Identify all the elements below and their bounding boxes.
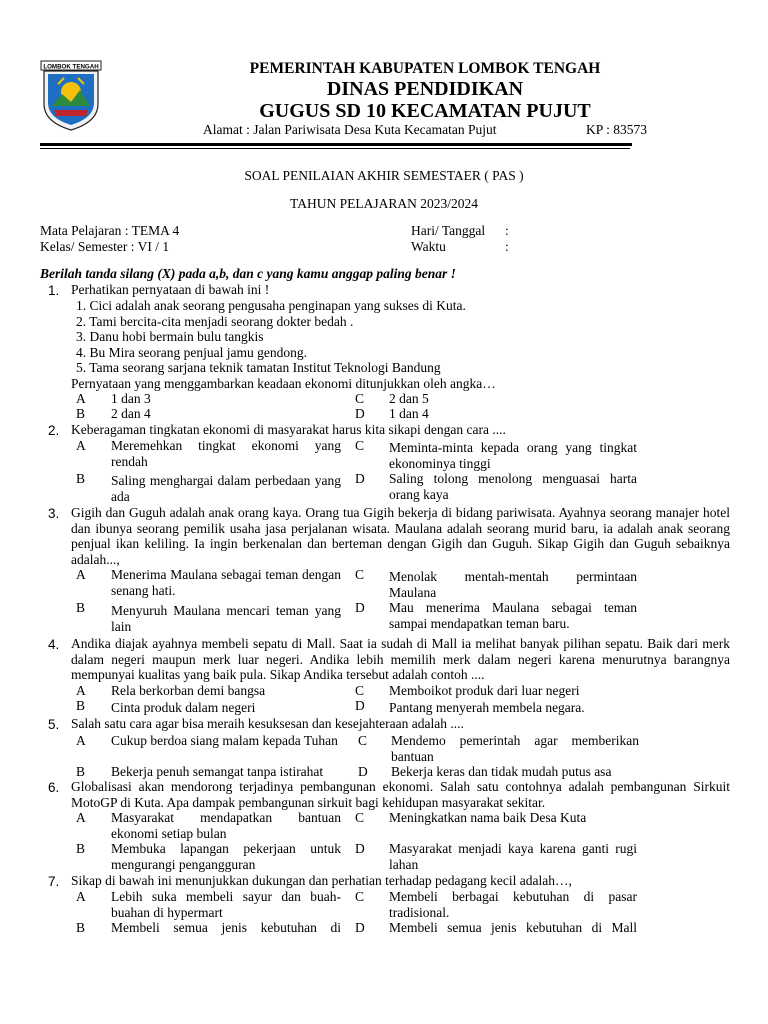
option-label-c[interactable]: C — [358, 733, 368, 748]
option-label-b[interactable]: B — [76, 698, 86, 713]
option-label-d[interactable]: D — [355, 600, 365, 615]
option-label-b[interactable]: B — [76, 471, 86, 486]
option-label-c[interactable]: C — [355, 683, 365, 698]
question-number: 4. — [48, 637, 60, 652]
day-date-colon: : — [505, 223, 509, 238]
subject-label: Mata Pelajaran : TEMA 4 — [40, 223, 180, 238]
time-label: Waktu — [411, 239, 446, 254]
option-label-d[interactable]: D — [355, 406, 365, 421]
option-a-text[interactable]: Cukup berdoa siang malam kepada Tuhan — [111, 733, 338, 748]
option-c-text[interactable]: Memboikot produk dari luar negeri — [389, 683, 580, 698]
class-label: Kelas/ Semester : VI / 1 — [40, 239, 170, 254]
question-prompt: Pernyataan yang menggambarkan keadaan ekonomi ditunjukkan oleh angka… — [71, 376, 496, 391]
instruction: Berilah tanda silang (X) pada a,b, dan c yang kamu anggap paling benar ! — [40, 266, 456, 281]
option-a-text[interactable]: Menerima Maulana sebagai teman dengan senang hati. — [111, 567, 341, 598]
option-label-a[interactable]: A — [76, 733, 86, 748]
question-number: 7. — [48, 874, 60, 889]
question-number: 1. — [48, 283, 60, 298]
option-label-d[interactable]: D — [355, 471, 365, 486]
question-text: Perhatikan pernyataan di bawah ini ! — [71, 282, 270, 297]
option-label-c[interactable]: C — [355, 889, 365, 904]
option-b-text[interactable]: Saling menghargai dalam perbedaan yang ada — [111, 473, 341, 504]
option-c-text[interactable]: Menolak mentah-mentah permintaan Maulana — [389, 569, 637, 600]
option-label-c[interactable]: C — [355, 810, 365, 825]
option-label-b[interactable]: B — [76, 841, 86, 856]
header-postal-code: KP : 83573 — [586, 122, 648, 137]
question-text: Gigih dan Guguh adalah anak orang kaya. Orang tua Gigih bekerja di bidang pariwisata. Ayahnya seorang manajer hotel dan ibunya seorang pemilik usaha jasa perjalanan wisata. Maulana adalah seorang murid baru, ia adalah anak seorang penjual ikan keliling. Ia ingin berkenalan dan berteman dengan Gigih dan Guguh. Sikap Gigih dan Guguh sebaiknya adalah..., — [71, 505, 730, 568]
question-text: Salah satu cara agar bisa meraih kesuksesan dan kesejahteraan adalah .... — [71, 716, 464, 731]
option-label-a[interactable]: A — [76, 889, 86, 904]
option-label-b[interactable]: B — [76, 600, 86, 615]
option-label-b[interactable]: B — [76, 920, 86, 935]
option-d-text[interactable]: Mau menerima Maulana sebagai teman sampai mendapatkan teman baru. — [389, 600, 637, 631]
statement-item: 3. Danu hobi bermain bulu tangkis — [76, 329, 264, 344]
option-c-text[interactable]: Mendemo pemerintah agar memberikan bantuan — [391, 733, 639, 764]
option-a-text[interactable]: 1 dan 3 — [111, 391, 151, 406]
header-cluster: GUGUS SD 10 KECAMATAN PUJUT — [259, 100, 591, 122]
option-d-text[interactable]: Membeli semua jenis kebutuhan di Mall — [389, 920, 637, 935]
option-c-text[interactable]: 2 dan 5 — [389, 391, 429, 406]
option-label-d[interactable]: D — [355, 841, 365, 856]
option-label-a[interactable]: A — [76, 391, 86, 406]
question-text: Globalisasi akan mendorong terjadinya pembangunan ekonomi. Salah satu contohnya adalah pembangunan Sirkuit MotoGP di Kuta. Apa dampak pembangunan sirkuit bagi kehidupan masyarakat sekitar. — [71, 779, 730, 810]
option-b-text[interactable]: Bekerja penuh semangat tanpa istirahat — [111, 764, 324, 779]
option-d-text[interactable]: Pantang menyerah membela negara. — [389, 700, 585, 715]
option-label-c[interactable]: C — [355, 438, 365, 453]
option-d-text[interactable]: Bekerja keras dan tidak mudah putus asa — [391, 764, 612, 779]
question-number: 5. — [48, 717, 60, 732]
option-b-text[interactable]: 2 dan 4 — [111, 406, 151, 421]
option-b-text[interactable]: Cinta produk dalam negeri — [111, 700, 256, 715]
option-label-c[interactable]: C — [355, 567, 365, 582]
option-b-text[interactable]: Membuka lapangan pekerjaan untuk mengurangi pengangguran — [111, 841, 341, 872]
option-c-text[interactable]: Meningkatkan nama baik Desa Kuta — [389, 810, 587, 825]
statement-item: 5. Tama seorang sarjana teknik tamatan Institut Teknologi Bandung — [76, 360, 441, 375]
option-label-b[interactable]: B — [76, 764, 86, 779]
option-a-text[interactable]: Lebih suka membeli sayur dan buah-buahan di hypermart — [111, 889, 341, 920]
statement-item: 2. Tami bercita-cita menjadi seorang dokter bedah . — [76, 314, 354, 329]
option-label-a[interactable]: A — [76, 567, 86, 582]
question-number: 3. — [48, 506, 60, 521]
header-department: DINAS PENDIDIKAN — [326, 78, 524, 100]
option-a-text[interactable]: Meremehkan tingkat ekonomi yang rendah — [111, 438, 341, 469]
header-address: Alamat : Jalan Pariwisata Desa Kuta Kecamatan Pujut — [203, 122, 497, 137]
option-label-b[interactable]: B — [76, 406, 86, 421]
option-a-text[interactable]: Masyarakat mendapatkan bantuan ekonomi setiap bulan — [111, 810, 341, 841]
exam-title: SOAL PENILAIAN AKHIR SEMESTAER ( PAS ) — [244, 168, 524, 183]
option-d-text[interactable]: Masyarakat menjadi kaya karena ganti rugi lahan — [389, 841, 637, 872]
day-date-label: Hari/ Tanggal — [411, 223, 486, 238]
option-label-d[interactable]: D — [355, 920, 365, 935]
question-text: Andika diajak ayahnya membeli sepatu di Mall. Saat ia sudah di Mall ia melihat banyak pilihan sepatu. Baik dari merk dalam negeri maupun merk luar negeri. Andika lebih memilih merk dalam negeri karena menurutnya barangnya mempunyai kualitas yang baik pula. Sikap Andika tersebut adalah contoh .... — [71, 636, 730, 683]
option-label-a[interactable]: A — [76, 683, 86, 698]
header-divider-thick — [40, 143, 632, 146]
header-divider-thin — [40, 148, 630, 149]
option-label-d[interactable]: D — [355, 698, 365, 713]
option-c-text[interactable]: Membeli berbagai kebutuhan di pasar tradisional. — [389, 889, 637, 920]
option-b-text[interactable]: Membeli semua jenis kebutuhan di — [111, 920, 341, 935]
option-d-text[interactable]: Saling tolong menolong menguasai harta orang kaya — [389, 471, 637, 502]
option-label-d[interactable]: D — [358, 764, 368, 779]
question-number: 6. — [48, 780, 60, 795]
statement-item: 1. Cici adalah anak seorang pengusaha penginapan yang sukses di Kuta. — [76, 298, 466, 313]
statement-item: 4. Bu Mira seorang penjual jamu gendong. — [76, 345, 307, 360]
question-text: Keberagaman tingkatan ekonomi di masyarakat harus kita sikapi dengan cara .... — [71, 422, 506, 437]
question-text: Sikap di bawah ini menunjukkan dukungan dan perhatian terhadap pedagang kecil adalah…, — [71, 873, 572, 888]
option-label-a[interactable]: A — [76, 810, 86, 825]
question-number: 2. — [48, 423, 60, 438]
header-government: PEMERINTAH KABUPATEN LOMBOK TENGAH — [249, 60, 601, 77]
option-c-text[interactable]: Meminta-minta kepada orang yang tingkat ekonominya tinggi — [389, 440, 637, 471]
school-year: TAHUN PELAJARAN 2023/2024 — [290, 196, 478, 211]
option-a-text[interactable]: Rela berkorban demi bangsa — [111, 683, 266, 698]
option-label-a[interactable]: A — [76, 438, 86, 453]
option-d-text[interactable]: 1 dan 4 — [389, 406, 429, 421]
time-colon: : — [505, 239, 509, 254]
option-label-c[interactable]: C — [355, 391, 365, 406]
option-b-text[interactable]: Menyuruh Maulana mencari teman yang lain — [111, 603, 341, 634]
emblem-text: LOMBOK TENGAH — [43, 63, 99, 71]
lombok-tengah-emblem — [40, 60, 102, 132]
